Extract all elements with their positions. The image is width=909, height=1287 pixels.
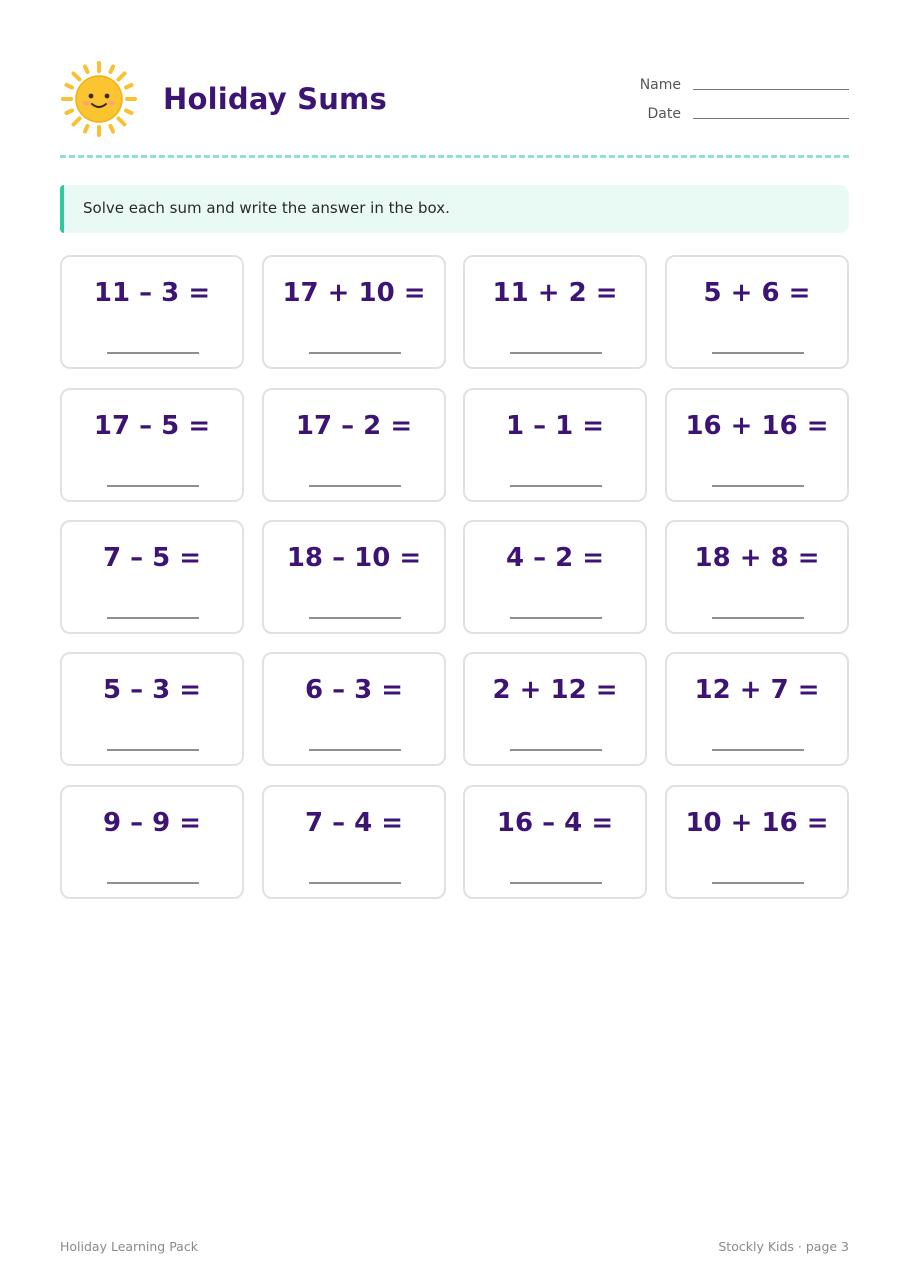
problem-card: [60, 785, 244, 899]
problem-equation: 2 + 12 =: [492, 675, 618, 705]
problem-equation: 16 – 4 =: [496, 808, 614, 838]
instructions-text: Solve each sum and write the answer in the box.: [83, 199, 450, 217]
answer-line[interactable]: [309, 485, 401, 487]
problem-equation: 11 + 2 =: [492, 278, 618, 308]
answer-line[interactable]: [510, 749, 602, 751]
answer-line[interactable]: [309, 617, 401, 619]
problem-card: [262, 255, 446, 369]
problem-equation: 12 + 7 =: [694, 675, 820, 705]
problem-card: [665, 652, 849, 766]
problem-equation: 7 – 5 =: [102, 543, 202, 573]
footer-pack-name: Holiday Learning Pack: [60, 1239, 198, 1254]
problem-card: [60, 255, 244, 369]
problem-card: [262, 388, 446, 502]
answer-line[interactable]: [107, 617, 199, 619]
answer-line[interactable]: [309, 882, 401, 884]
date-label: Date: [647, 106, 681, 122]
answer-line[interactable]: [107, 749, 199, 751]
problem-card: [60, 388, 244, 502]
problem-card: [463, 520, 647, 634]
problem-card: [463, 785, 647, 899]
problem-equation: 5 + 6 =: [703, 278, 811, 308]
problem-equation: 17 + 10 =: [282, 278, 426, 308]
problem-card: [665, 520, 849, 634]
answer-line[interactable]: [712, 352, 804, 354]
answer-line[interactable]: [510, 882, 602, 884]
problem-equation: 5 – 3 =: [102, 675, 202, 705]
problem-card: [262, 652, 446, 766]
answer-line[interactable]: [107, 882, 199, 884]
problem-equation: 11 – 3 =: [93, 278, 211, 308]
problem-equation: 16 + 16 =: [685, 411, 829, 441]
instructions-box: [60, 185, 849, 233]
answer-line[interactable]: [107, 485, 199, 487]
page-title: Holiday Sums: [163, 82, 387, 116]
problem-equation: 10 + 16 =: [685, 808, 829, 838]
problem-card: [463, 652, 647, 766]
problem-card: [262, 520, 446, 634]
problem-equation: 18 – 10 =: [286, 543, 422, 573]
problem-equation: 18 + 8 =: [694, 543, 820, 573]
answer-line[interactable]: [712, 485, 804, 487]
dashed-divider: [60, 155, 849, 158]
answer-line[interactable]: [309, 749, 401, 751]
problem-equation: 4 – 2 =: [505, 543, 605, 573]
worksheet-header: [60, 60, 849, 140]
problem-equation: 6 – 3 =: [304, 675, 404, 705]
answer-line[interactable]: [510, 352, 602, 354]
problem-card: [665, 255, 849, 369]
problem-equation: 1 – 1 =: [505, 411, 605, 441]
problem-card: [665, 785, 849, 899]
answer-line[interactable]: [309, 352, 401, 354]
problem-equation: 17 – 5 =: [93, 411, 211, 441]
problem-equation: 9 – 9 =: [102, 808, 202, 838]
footer-page-info: Stockly Kids · page 3: [718, 1239, 849, 1254]
problem-card: [665, 388, 849, 502]
problem-card: [60, 520, 244, 634]
answer-line[interactable]: [510, 617, 602, 619]
problem-card: [60, 652, 244, 766]
problem-card: [463, 255, 647, 369]
answer-line[interactable]: [712, 617, 804, 619]
name-field-line[interactable]: [693, 89, 849, 90]
name-label: Name: [639, 77, 681, 93]
problem-card: [463, 388, 647, 502]
answer-line[interactable]: [712, 749, 804, 751]
problem-card: [262, 785, 446, 899]
sun-icon: [60, 60, 138, 138]
answer-line[interactable]: [712, 882, 804, 884]
problem-grid: [60, 255, 849, 900]
problem-equation: 17 – 2 =: [295, 411, 413, 441]
answer-line[interactable]: [510, 485, 602, 487]
date-field-line[interactable]: [693, 118, 849, 119]
name-date-block: [629, 77, 849, 135]
answer-line[interactable]: [107, 352, 199, 354]
problem-equation: 7 – 4 =: [304, 808, 404, 838]
